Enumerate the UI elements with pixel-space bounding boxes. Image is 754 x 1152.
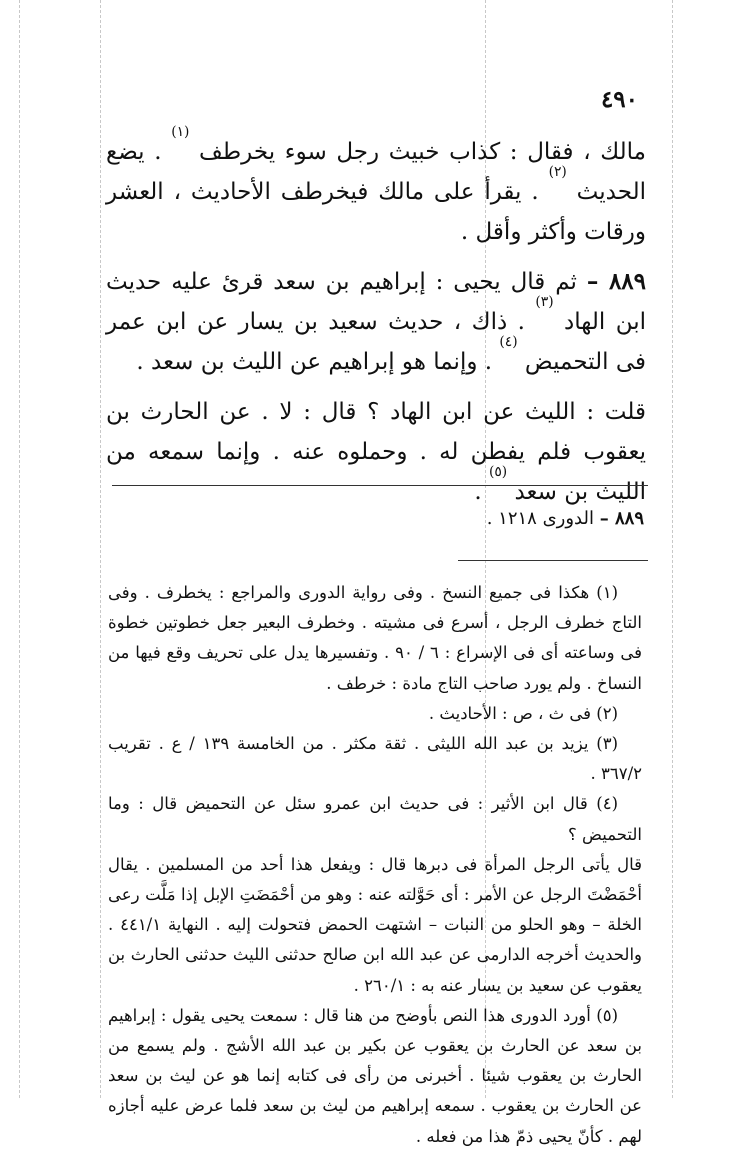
reference-line bbox=[487, 508, 644, 529]
text-run: قلت : الليث عن ابن الهاد ؟ قال : لا . عن الحارث بن يعقوب فلم يفطن له . وحملوه عنه . وإنما سمعه من الليث بن سعد bbox=[106, 399, 646, 505]
footnote-marker: (٣) bbox=[535, 294, 554, 310]
text-run: . يقرأ على مالك فيخرطف الأحاديث ، العشر ورقات وأكثر وأقل . bbox=[106, 179, 646, 245]
text-run: ثم قال يحيى : إبراهيم بن سعد قرئ عليه حديث ابن الهاد bbox=[106, 269, 647, 335]
text-run: . bbox=[474, 479, 489, 505]
footnote-marker: (٤) bbox=[499, 334, 518, 350]
main-paragraph bbox=[106, 124, 646, 252]
text-run: . وإنما هو إبراهيم عن الليث بن سعد . bbox=[136, 349, 500, 375]
footnotes bbox=[108, 578, 642, 1152]
main-paragraph-889 bbox=[106, 262, 646, 382]
short-separator bbox=[458, 560, 648, 561]
entry-number: ٨٨٩ – bbox=[599, 508, 644, 529]
footnote-4-start: (٤) قال ابن الأثير : فى حديث ابن عمرو سئل عن التحميض قال : وما التحميض ؟ bbox=[108, 794, 642, 844]
footnote-3: (٣) يزيد بن عبد الله الليثى . ثقة مكثر . من الخامسة ١٣٩ / ع . تقريب ٣٦٧/٢ . bbox=[108, 734, 642, 784]
text-run: مالك ، فقال : كذاب خبيث رجل سوء يخرطف bbox=[189, 139, 646, 165]
scan-guide-line bbox=[100, 0, 101, 1098]
text-run: . ذاك ، حديث سعيد بن يسار عن ابن عمر فى التحميض bbox=[106, 309, 646, 375]
scan-guide-line bbox=[19, 0, 20, 1098]
footnote-5: (٥) أورد الدورى هذا النص بأوضح من هنا قال : سمعت يحيى يقول : إبراهيم بن سعد عن الحارث بن يعقوب عن بكير بن عبد الله الأشج . ولم يسمع من الحارث بن يعقوب شيئا . أخبرنى من رأى فى كتابه إنما هو عن ليث بن سعد عن الحارث بن يعقوب . سمعه إبراهيم من ليث بن سعد فلما عرض عليه أجازه لهم . كأنّ يحيى ذمّ هذا من فعله . bbox=[108, 1005, 642, 1146]
text-run: الدورى ١٢١٨ . bbox=[486, 508, 600, 529]
footnote-2: (٢) فى ث ، ص : الأحاديث . bbox=[428, 703, 618, 723]
entry-number: ٨٨٩ – bbox=[586, 268, 646, 295]
main-text bbox=[106, 124, 647, 512]
main-paragraph bbox=[106, 392, 646, 512]
page-number: ٤٩٠ bbox=[600, 86, 638, 113]
footnote-4-continued: قال يأتى الرجل المرأة فى دبرها قال : ويفعل هذا أحد من المسلمين . يقال أحْمَضْتَ الرجل عن الأمر : أى حَوَّلته عنه : وهو من أحْمَضَتِ الإبل إذا مَلَّت رعى الخلة – وهو الحلو من النبات – اشتهت الحمض فتحولت إليه . النهاية ٤٤١/١ . والحديث أخرجه الدارمى عن عبد الله ابن صالح حدثنى الليث حدثنى الحارث بن يعقوب عن سعيد بن يسار عنه به : ٢٦٠/١ . bbox=[108, 854, 642, 995]
text-run: . يضع الحديث bbox=[106, 139, 646, 205]
footnote-marker: (٢) bbox=[548, 164, 567, 180]
footnote-separator bbox=[112, 485, 648, 486]
footnote-marker: (٥) bbox=[488, 464, 508, 480]
footnote-marker: (١) bbox=[171, 124, 190, 140]
footnote-1: (١) هكذا فى جميع النسخ . وفى رواية الدورى والمراجع : يخطرف . وفى التاج خطرف الرجل ، أسرع فى مشيته . وخطرف البعير جعل خطوتين خطوة فى وساعته أى فى الإسراع : ٦ / ٩٠ . وتفسيرها يدل على تحريف وقع فيها من النساخ . ولم يورد صاحب التاج مادة : خرطف . bbox=[108, 583, 642, 693]
scan-guide-line bbox=[672, 0, 673, 1098]
